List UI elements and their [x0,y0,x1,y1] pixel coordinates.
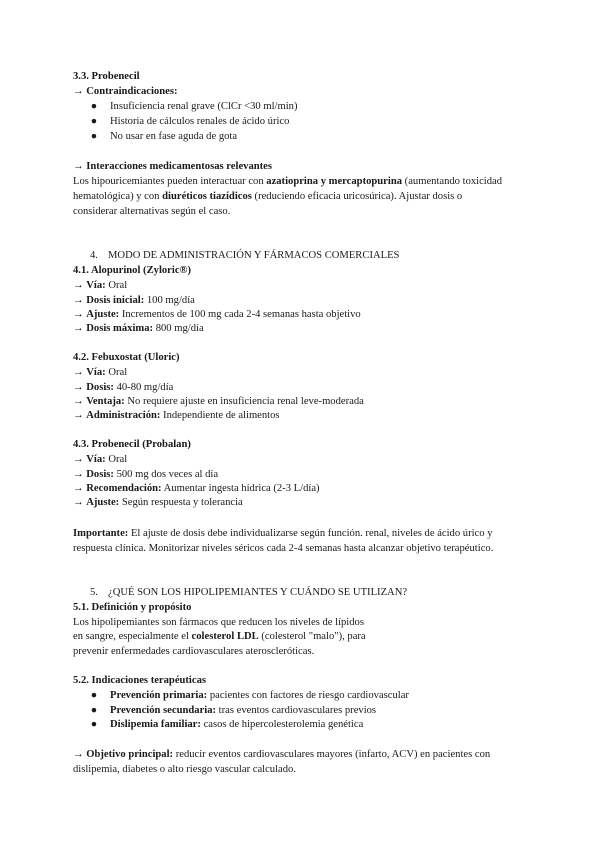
paragraph-line [73,630,366,645]
row-value: 100 mg/día [144,295,195,306]
important-note-line: respuesta clínica. Monitorizar niveles séricos cada 2-4 semanas hasta alcanzar objetivo terapéutico. [73,543,494,554]
contraindications-heading [73,85,177,100]
list-item: Insuficiencia renal grave (ClCr <30 ml/min) [110,101,298,112]
arrow: → [73,309,87,320]
section-4-number: 4. [90,250,98,261]
row-label: Vía: [86,367,106,378]
bullet-icon: ● [90,705,98,716]
text-run: en sangre, especialmente el [73,631,192,642]
row-value: No requiere ajuste en insuficiencia renal leve-moderada [124,396,364,407]
drug-row [73,482,320,497]
arrow: → [73,454,87,465]
paragraph-line: prevenir enfermedades cardiovasculares ateroscleróticas. [73,646,315,657]
drug-row [73,366,127,381]
list-item [110,689,409,704]
item-value: tras eventos cardiovasculares previos [216,705,377,716]
item-value: pacientes con factores de riesgo cardiovascular [207,690,409,701]
text-run: reducir eventos cardiovasculares mayores (infarto, ACV) en pacientes con [173,749,491,760]
row-value: 800 mg/día [153,323,204,334]
drug-4-3-title: 4.3. Probenecil (Probalan) [73,439,191,450]
row-value: Aumentar ingesta hídrica (2-3 L/día) [161,483,320,494]
row-label: Dosis máxima: [86,323,154,334]
drug-row [73,381,173,396]
drug-row [73,468,218,483]
text-run: (aumentando toxicidad [402,176,503,187]
text-run: Los hipouricemiantes pueden interactuar con [73,176,267,187]
item-value: casos de hipercolesterolemia genética [200,719,364,730]
drug-row [73,322,204,337]
objective-label: Objetivo principal: [86,749,174,760]
arrow: → [73,469,87,480]
arrow: → [73,483,87,494]
row-label: Vía: [86,280,106,291]
item-label: Dislipemia familiar: [110,719,201,730]
contraindications-label: Contraindicaciones: [86,86,178,97]
row-label: Administración: [86,410,161,421]
objective-line [73,748,490,763]
paragraph-line: considerar alternativas según el caso. [73,206,231,217]
row-label: Ajuste: [86,309,120,320]
text-run-bold: colesterol LDL [191,631,259,642]
row-label: Ajuste: [86,497,120,508]
row-label: Dosis: [86,469,114,480]
drug-4-2-title: 4.2. Febuxostat (Uloric) [73,352,180,363]
arrow: → [73,86,87,97]
row-value: Independiente de alimentos [160,410,280,421]
bullet-icon: ● [90,690,98,701]
arrow: → [73,396,87,407]
row-label: Recomendación: [86,483,162,494]
row-value: 500 mg dos veces al día [113,469,219,480]
row-label: Dosis inicial: [86,295,145,306]
drug-4-1-title: 4.1. Alopurinol (Zyloric®) [73,265,191,276]
section-5-number: 5. [90,587,98,598]
drug-row [73,496,243,511]
item-label: Prevención primaria: [110,690,208,701]
text-run-bold: diuréticos tiazídicos [162,191,252,202]
section-3-3-title: 3.3. Probenecil [73,71,140,82]
row-value: 40-80 mg/día [113,382,174,393]
important-note-line [73,527,493,542]
section-4-title: MODO DE ADMINISTRACIÓN Y FÁRMACOS COMERCIALES [108,250,400,261]
text-run: (colesterol "malo"), para [258,631,366,642]
section-5-1-title: 5.1. Definición y propósito [73,602,192,613]
bullet-icon: ● [90,116,98,127]
section-5-2-title: 5.2. Indicaciones terapéuticas [73,675,207,686]
arrow: → [73,749,87,760]
row-value: Oral [105,454,128,465]
drug-row [73,453,127,468]
arrow: → [73,367,87,378]
drug-row [73,395,364,410]
drug-row [73,279,127,294]
row-value: Oral [105,367,128,378]
row-value: Según respuesta y tolerancia [119,497,243,508]
bullet-icon: ● [90,101,98,112]
objective-line: dislipemia, diabetes o alto riesgo vascular calculado. [73,764,296,775]
paragraph-line [73,175,502,190]
drug-row [73,409,280,424]
list-item [110,704,376,719]
row-label: Dosis: [86,382,114,393]
text-run: El ajuste de dosis debe individualizarse según función. renal, niveles de ácido úrico y [128,528,493,539]
text-run-bold: azatioprina y mercaptopurina [266,176,403,187]
arrow: → [73,280,87,291]
arrow: → [73,410,87,421]
list-item [110,718,363,733]
row-label: Vía: [86,454,106,465]
section-5-title: ¿QUÉ SON LOS HIPOLIPEMIANTES Y CUÁNDO SE UTILIZAN? [108,587,408,598]
row-value: Oral [105,280,128,291]
item-label: Prevención secundaria: [110,705,217,716]
arrow: → [73,497,87,508]
paragraph-line [73,190,462,205]
bullet-icon: ● [90,131,98,142]
arrow: → [73,295,87,306]
list-item: No usar en fase aguda de gota [110,131,238,142]
text-run: hematológica) y con [73,191,163,202]
text-run: (reduciendo eficacia uricosúrica). Ajustar dosis o [251,191,463,202]
arrow: → [73,382,87,393]
paragraph-line: Los hipolipemiantes son fármacos que reducen los niveles de lípidos [73,617,364,628]
bullet-icon: ● [90,719,98,730]
list-item: Historia de cálculos renales de ácido úrico [110,116,290,127]
arrow: → [73,323,87,334]
row-value: Incrementos de 100 mg cada 2-4 semanas hasta objetivo [119,309,361,320]
important-label: Importante: [73,528,129,539]
row-label: Ventaja: [86,396,125,407]
drug-row [73,294,195,309]
interactions-heading: → Interacciones medicamentosas relevantes [73,161,272,172]
drug-row [73,308,361,323]
